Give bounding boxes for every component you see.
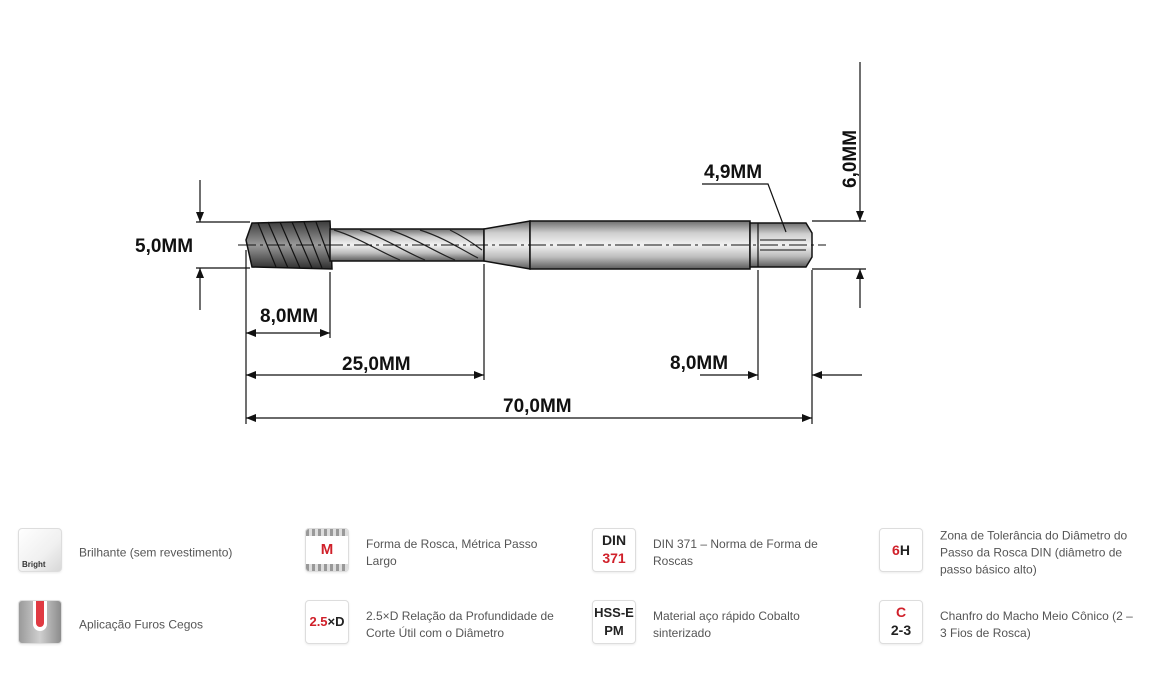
material-icon-line1: HSS-E <box>594 605 634 620</box>
legend-text: DIN 371 – Norma de Forma de Roscas <box>653 537 818 568</box>
label-square-size: 4,9MM <box>704 162 763 183</box>
tolerance-6h-icon <box>879 528 923 572</box>
chamfer-icon-line1: C <box>895 604 907 620</box>
legend-text: Brilhante (sem revestimento) <box>79 545 233 560</box>
label-thread-length: 8,0MM <box>260 306 319 327</box>
legend-item-blind-hole <box>18 600 278 650</box>
legend-text: Chanfro do Macho Meio Cônico (2 – 3 Fios de Rosca) <box>940 609 1133 640</box>
label-shank-diameter: 6,0MM <box>840 129 861 188</box>
tap-tool-body <box>238 221 826 269</box>
tolerance-icon-number: 6 <box>892 542 900 558</box>
legend-item-depth-ratio <box>305 600 565 650</box>
depth-ratio-label <box>306 614 348 629</box>
legend-item-material <box>592 600 852 650</box>
legend-item-din <box>592 528 852 578</box>
legend-text: 2.5×D Relação da Profundidade de Corte Útil com o Diâmetro <box>366 609 554 640</box>
tolerance-icon-letter: H <box>899 542 910 558</box>
blind-hole-icon <box>18 600 62 644</box>
label-square-length: 8,0MM <box>670 353 729 374</box>
label-thread-diameter: 5,0MM <box>135 236 194 257</box>
material-hsse-icon <box>592 600 636 644</box>
label-neck-length: 25,0MM <box>342 354 411 375</box>
legend-item-tolerance <box>879 528 1139 578</box>
legend-item-bright <box>18 528 278 578</box>
din-icon-line1: DIN <box>601 532 627 548</box>
label-total-length: 70,0MM <box>503 396 572 417</box>
legend-text: Forma de Rosca, Métrica Passo Largo <box>366 537 538 568</box>
metric-thread-icon <box>305 528 349 572</box>
tolerance-icon-label <box>880 542 922 558</box>
material-icon-line2: PM <box>604 623 624 638</box>
din-norm-icon <box>592 528 636 572</box>
legend-text: Zona de Tolerância do Diâmetro do Passo da Rosca DIN (diâmetro de passo básico alto) <box>940 528 1128 577</box>
legend-text: Aplicação Furos Cegos <box>79 617 204 632</box>
legend-item-metric-thread <box>305 528 565 578</box>
depth-ratio-icon <box>305 600 349 644</box>
legend-text: Material aço rápido Cobalto sinterizado <box>653 609 800 640</box>
din-icon-line2: 371 <box>602 550 626 566</box>
bright-coating-icon <box>18 528 62 572</box>
depth-ratio-unit: ×D <box>327 614 345 629</box>
chamfer-icon-line2: 2-3 <box>890 622 912 638</box>
legend-item-chamfer <box>879 600 1139 650</box>
metric-icon-label: M <box>320 541 334 558</box>
bright-icon-label: Bright <box>22 560 46 569</box>
chamfer-c-icon <box>879 600 923 644</box>
depth-ratio-value: 2.5 <box>309 614 328 629</box>
